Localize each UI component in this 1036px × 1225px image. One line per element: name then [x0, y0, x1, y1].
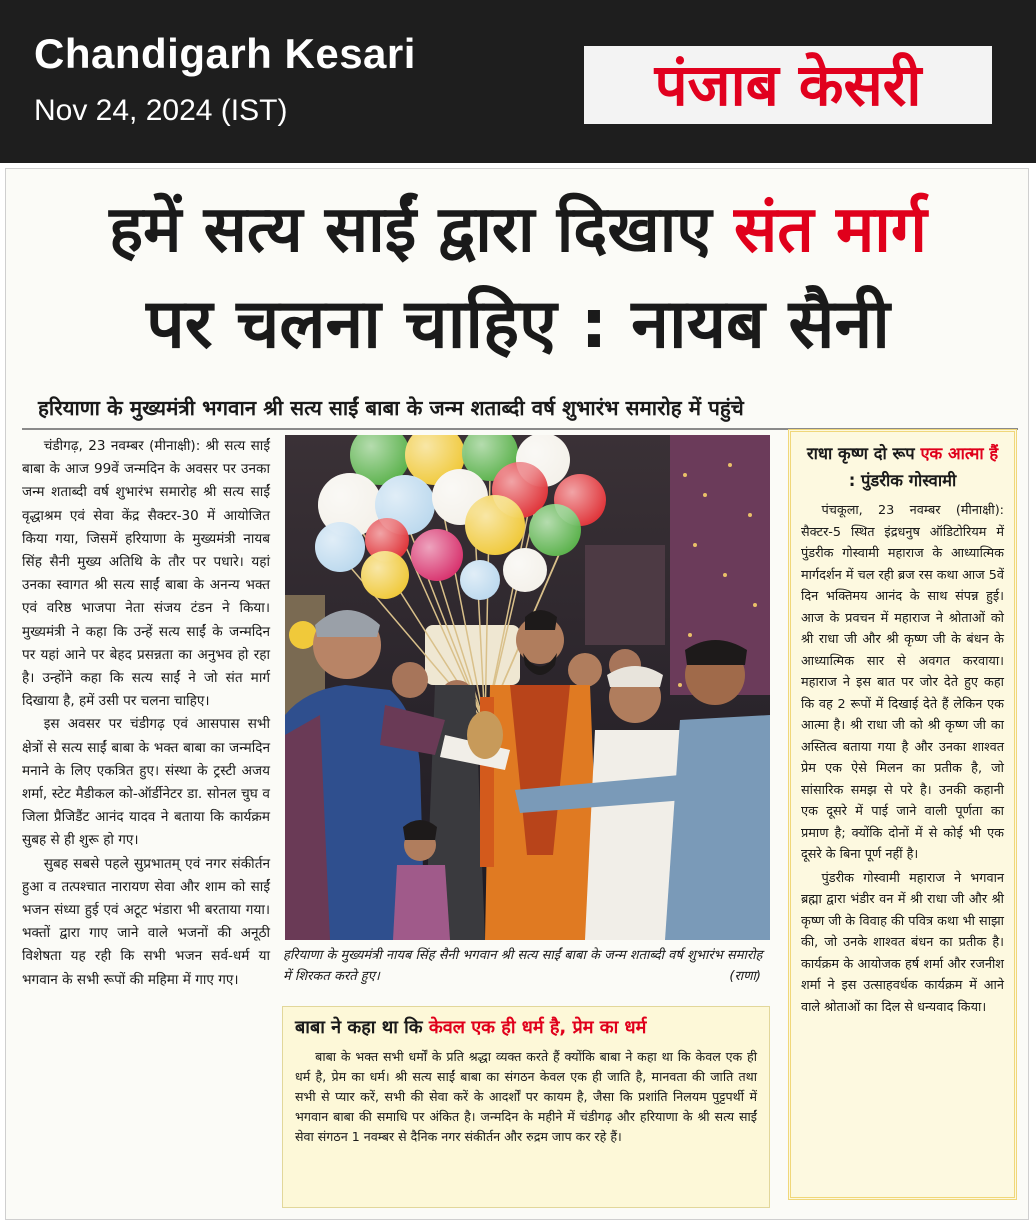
box-headline-red: केवल एक ही धर्म है, प्रेम का धर्म — [428, 1017, 647, 1038]
headline-black-part: हमें सत्य साईं द्वारा दिखाए — [109, 193, 712, 267]
main-story — [22, 435, 270, 992]
side-story-paragraph: पंचकूला, 23 नवम्बर (मीनाक्षी): सैक्टर-5 स्थित इंद्रधनुष ऑडिटोरियम में पुंडरीक गोस्वामी महाराज के आध्यात्मिक मार्गदर्शन में चल रही ब्रज रस कथा आज 5वें दिन भक्तिमय आनंद के साथ संपन्न हुई। आज के प्रवचन में महाराज ने श्रोताओं को श्री राधा जी और श्री कृष्ण जी के बंधन के आध्यात्मिक सार से अवगत करवाया। महाराज ने इस बात पर जोर देते हुए कहा कि वह 2 रूपों में दिखाई देते हैं लेकिन एक आत्मा है। श्री राधा जी को श्री कृष्ण जी का अस्तित्व बताया गया है और उनका शाश्वत प्रेम एक ऐसे मिलन का प्रतीक है, जो सांसारिक समझ से परे है। उनकी कहानी एक दूसरे में पाई जाने वाली पूर्णता का प्रमाण है; क्योंकि दोनों में से कोई भी एक दूसरे के बिना पूर्ण नहीं है। — [801, 503, 1004, 862]
photo-credit: (राणा) — [729, 969, 761, 984]
ceremony-photo-illustration — [285, 435, 770, 940]
main-story-paragraph: चंडीगढ़, 23 नवम्बर (मीनाक्षी): श्री सत्य साईं बाबा के आज 99वें जन्मदिन के अवसर पर उनका जन्म शताब्दी वर्ष शुभारंभ समारोह श्री सत्य साईं वृद्धाश्रम एवं सेवा केंद्र सैक्टर-30 में आयोजित किया गया, जिसमें हरियाणा के मुख्यमंत्री नायब सिंह सैनी मुख्य अतिथि के तौर पर पधारे। यहां उनका स्वागत श्री सत्य साईं बाबा के अनन्य भक्त एवं वरिष्ठ भाजपा नेता संजय टंडन ने किया। मुख्यमंत्री ने कहा कि उन्हें सत्य साईं के जन्मदिन पर यहां आने पर बेहद प्रसन्नता का अनुभव हो रहा है। उन्होंने कहा कि सत्य साईं ने जो संत मार्ग दिखाया है, हमें उसी पर चलना चाहिए। — [22, 438, 270, 710]
photo-caption — [283, 945, 773, 987]
box-headline-black: बाबा ने कहा था कि — [295, 1017, 423, 1038]
headline-line-2: पर चलना चाहिए : नायब सैनी — [146, 285, 890, 364]
side-headline-black-2: : पुंडरीक गोस्वामी — [848, 471, 957, 490]
side-story — [788, 429, 1017, 1200]
side-headline-black: राधा कृष्ण दो रूप — [806, 444, 915, 463]
box-story-headline — [295, 1013, 757, 1043]
box-story-body: बाबा के भक्त सभी धर्मों के प्रति श्रद्धा व्यक्त करते हैं क्योंकि बाबा ने कहा था कि केवल एक ही धर्म है, प्रेम का धर्म। श्री सत्य साईं बाबा का संगठन केवल एक ही जाति है, मानवता की जाति तथा सभी से प्यार करें, सभी की सेवा करें के आदर्शों पर कायम है, जैसा कि प्रशांति निलयम पुट्टपर्थी में भगवान बाबा की समाधि पर अंकित है। जन्मदिन के महीने में चंडीगढ़ और हरियाणा के श्री सत्य साईं सेवा संगठन 1 नवम्बर से दैनिक नगर संकीर्तन और रुद्रम जाप कर रहे हैं। — [295, 1049, 757, 1144]
main-story-paragraph: इस अवसर पर चंडीगढ़ एवं आसपास सभी क्षेत्रों से सत्य साईं बाबा के भक्त बाबा का जन्मदिन मनाने के लिए एकत्रित हुए। संस्था के ट्रस्टी अजय शर्मा, स्टेट मैडीकल को-ऑर्डीनेटर डा. सोनल चुघ व जिला प्रैजिडैंट आनंद यादव ने बताया कि कार्यक्रम सुबह से ही शुरू हो गए। — [22, 716, 270, 849]
caption-text: हरियाणा के मुख्यमंत्री नायब सिंह सैनी भगवान श्री सत्य साईं बाबा के जन्म शताब्दी वर्ष शुभारंभ समारोह में शिरकत करते हुए। — [283, 948, 763, 984]
side-headline-red: एक आत्मा हैं — [920, 444, 999, 463]
main-story-paragraph: सुबह सबसे पहले सुप्रभातम् एवं नगर संकीर्तन हुआ व तत्पश्चात नारायण सेवा और शाम को साईं भजन संध्या हुई एवं अटूट भंडारा भी बरताया गया। भक्तों द्वारा गाए जाने वाले भजनों की अनूठी विशेषता यह रही कि सभी भजन सर्व-धर्म या भगवान के सभी रूपों की महिमा में गाए गए। — [22, 855, 270, 988]
box-story — [282, 1006, 770, 1208]
publication-date: Nov 24, 2024 (IST) — [34, 94, 288, 127]
subheadline: हरियाणा के मुख्यमंत्री भगवान श्री सत्य साईं बाबा के जन्म शताब्दी वर्ष शुभारंभ समारोह में पहुंचे — [38, 396, 744, 420]
news-photo — [285, 435, 770, 940]
logo-text: पंजाब केसरी — [654, 51, 922, 119]
side-story-headline — [801, 440, 1004, 494]
newspaper-logo — [584, 46, 992, 124]
headline-red-part: संत मार्ग — [733, 193, 927, 267]
edition-name: Chandigarh Kesari — [34, 30, 416, 77]
headline-line-1 — [0, 190, 1036, 270]
side-story-paragraph: पुंडरीक गोस्वामी महाराज ने भगवान ब्रह्मा द्वारा भंडीर वन में श्री राधा जी और श्री कृष्ण जी के विवाह की पवित्र कथा भी साझा की, जो उनके शाश्वत बंधन का प्रतीक है। कार्यक्रम के आयोजक हर्ष शर्मा और रजनीश शर्मा ने इस उत्साहवर्धक कार्यक्रम में आने वाले श्रोताओं का दिल से धन्यवाद किया। — [801, 870, 1004, 1015]
clipping-header — [0, 0, 1036, 163]
